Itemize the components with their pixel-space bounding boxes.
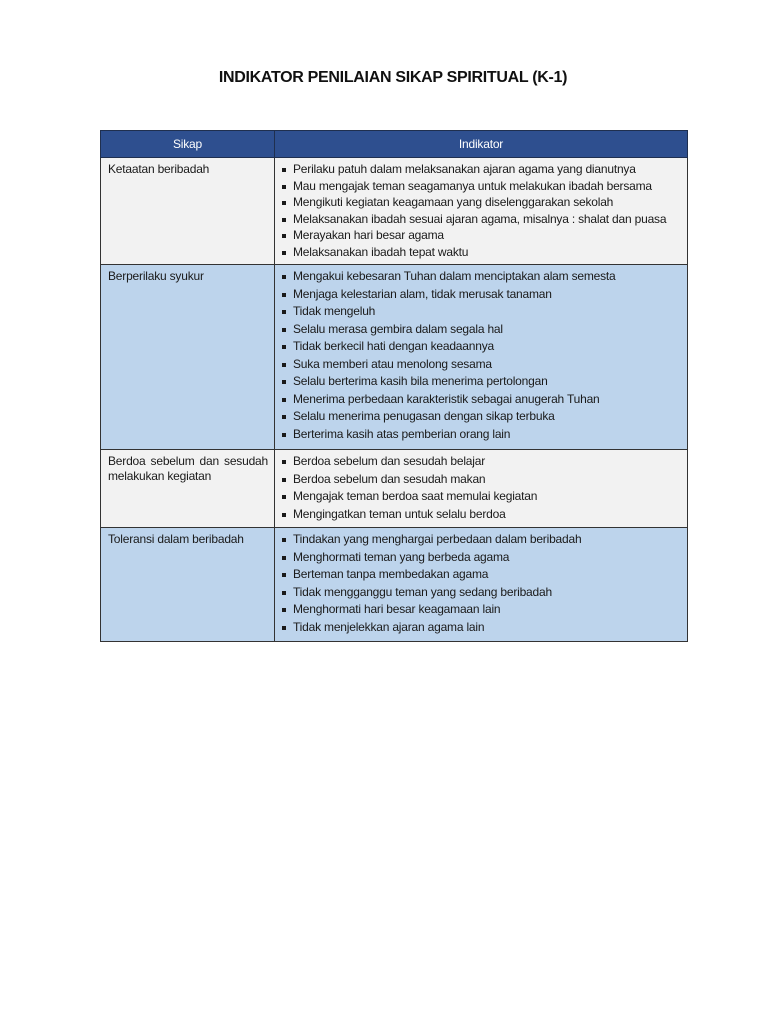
- list-item: Mengikuti kegiatan keagamaan yang diselenggarakan sekolah: [282, 194, 683, 211]
- indikator-cell: [275, 450, 688, 528]
- list-item: Menjaga kelestarian alam, tidak merusak tanaman: [282, 286, 683, 304]
- list-item: Perilaku patuh dalam melaksanakan ajaran agama yang dianutnya: [282, 161, 683, 178]
- list-item: Berdoa sebelum dan sesudah makan: [282, 471, 683, 489]
- indikator-cell: [275, 528, 688, 642]
- list-item: Mengajak teman berdoa saat memulai kegiatan: [282, 488, 683, 506]
- sikap-cell: [101, 265, 275, 450]
- sikap-cell: [101, 450, 275, 528]
- list-item: Menerima perbedaan karakteristik sebagai anugerah Tuhan: [282, 391, 683, 409]
- list-item: Berteman tanpa membedakan agama: [282, 566, 683, 584]
- list-item: Selalu merasa gembira dalam segala hal: [282, 321, 683, 339]
- list-item: Selalu menerima penugasan dengan sikap terbuka: [282, 408, 683, 426]
- list-item: Tidak mengganggu teman yang sedang beribadah: [282, 584, 683, 602]
- list-item: Berdoa sebelum dan sesudah belajar: [282, 453, 683, 471]
- header-sikap: Sikap: [101, 131, 275, 158]
- list-item: Selalu berterima kasih bila menerima pertolongan: [282, 373, 683, 391]
- sikap-text: Berdoa sebelum dan sesudah melakukan kegiatan: [108, 454, 268, 483]
- list-item: Suka memberi atau menolong sesama: [282, 356, 683, 374]
- list-item: Tidak mengeluh: [282, 303, 683, 321]
- list-item: Tindakan yang menghargai perbedaan dalam beribadah: [282, 531, 683, 549]
- indicator-table: [100, 130, 688, 642]
- list-item: Mau mengajak teman seagamanya untuk melakukan ibadah bersama: [282, 178, 683, 195]
- indikator-list: [275, 158, 687, 264]
- list-item: Menghormati teman yang berbeda agama: [282, 549, 683, 567]
- list-item: Tidak berkecil hati dengan keadaannya: [282, 338, 683, 356]
- indikator-list: [275, 265, 687, 447]
- indikator-list: [275, 528, 687, 640]
- sikap-text: Toleransi dalam beribadah: [108, 532, 244, 546]
- table-header-row: [101, 131, 688, 158]
- table-row: [101, 528, 688, 642]
- sikap-cell: [101, 158, 275, 265]
- list-item: Mengakui kebesaran Tuhan dalam menciptakan alam semesta: [282, 268, 683, 286]
- document-title: INDIKATOR PENILAIAN SIKAP SPIRITUAL (K-1): [218, 69, 568, 86]
- list-item: Melaksanakan ibadah tepat waktu: [282, 244, 683, 261]
- list-item: Melaksanakan ibadah sesuai ajaran agama, misalnya : shalat dan puasa: [282, 211, 683, 228]
- list-item: Tidak menjelekkan ajaran agama lain: [282, 619, 683, 637]
- list-item: Mengingatkan teman untuk selalu berdoa: [282, 506, 683, 524]
- list-item: Merayakan hari besar agama: [282, 227, 683, 244]
- table-row: [101, 158, 688, 265]
- indikator-cell: [275, 158, 688, 265]
- sikap-cell: [101, 528, 275, 642]
- table-row: [101, 265, 688, 450]
- sikap-text: Berperilaku syukur: [108, 269, 204, 283]
- sikap-text: Ketaatan beribadah: [108, 162, 210, 176]
- list-item: Menghormati hari besar keagamaan lain: [282, 601, 683, 619]
- list-item: Berterima kasih atas pemberian orang lain: [282, 426, 683, 444]
- indikator-list: [275, 450, 687, 527]
- indikator-cell: [275, 265, 688, 450]
- table-row: [101, 450, 688, 528]
- header-indikator: Indikator: [275, 131, 688, 158]
